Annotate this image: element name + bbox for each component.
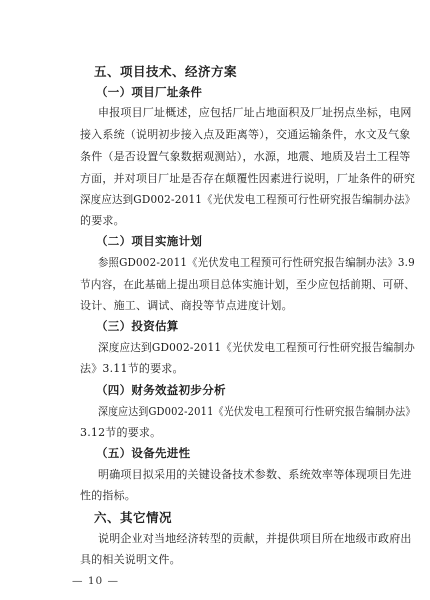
section-6-title: 六、其它情况 [94, 510, 173, 525]
section-5-1-line: 方面，并对项目厂址是否存在颠覆性因素进行说明，厂址条件的研究 [80, 172, 415, 185]
section-6-line: 说明企业对当地经济转型的贡献，并提供项目所在地级市政府出 [98, 532, 412, 545]
section-5-2-line: 节内容，在此基础上提出项目总体实施计划，至少应包括前期、可研、 [80, 278, 416, 291]
section-5-5-line: 明确项目拟采用的关键设备技术参数、系统效率等体现项目先进 [98, 468, 412, 481]
section-5-2-line: 参照GD002-2011《光伏发电工程预可行性研究报告编制办法》3.9 [98, 256, 415, 269]
section-5-1-line: 接入系统（说明初步接入点及距离等），交通运输条件，水文及气象 [80, 128, 411, 141]
section-5-1-line: 条件（是否设置气象数据观测站），水源，地震、地质及岩土工程等 [80, 150, 411, 163]
section-5-1-heading: （一）项目厂址条件 [96, 85, 203, 99]
section-5-1-line: 深度应达到GD002-2011《光伏发电工程预可行性研究报告编制办法》 [80, 193, 416, 206]
section-5-4-heading: （四）财务效益初步分析 [96, 383, 226, 397]
section-5-title: 五、项目技术、经济方案 [94, 64, 238, 79]
section-5-1-line: 的要求。 [80, 214, 125, 227]
section-5-3-heading: （三）投资估算 [96, 319, 179, 333]
section-5-5-heading: （五）设备先进性 [96, 446, 191, 460]
section-5-3-line: 法》3.11节的要求。 [80, 362, 184, 375]
section-5-2-heading: （二）项目实施计划 [96, 234, 203, 248]
section-5-1-line: 申报项目厂址概述，应包括厂址占地面积及厂址拐点坐标，电网 [98, 106, 412, 119]
section-5-3-line: 深度应达到GD002-2011《光伏发电工程预可行性研究报告编制办 [98, 341, 416, 354]
section-5-2-line: 设计、施工、调试、商投等节点进度计划。 [80, 299, 293, 312]
section-5-4-line: 深度应达到GD002-2011《光伏发电工程预可行性研究报告编制办法》 [98, 405, 416, 418]
section-5-4-line: 3.12节的要求。 [80, 426, 162, 439]
section-5-5-line: 性的指标。 [80, 489, 136, 502]
page-number: — 10 — [72, 575, 120, 587]
section-6-line: 具的相关说明文件。 [80, 553, 181, 566]
